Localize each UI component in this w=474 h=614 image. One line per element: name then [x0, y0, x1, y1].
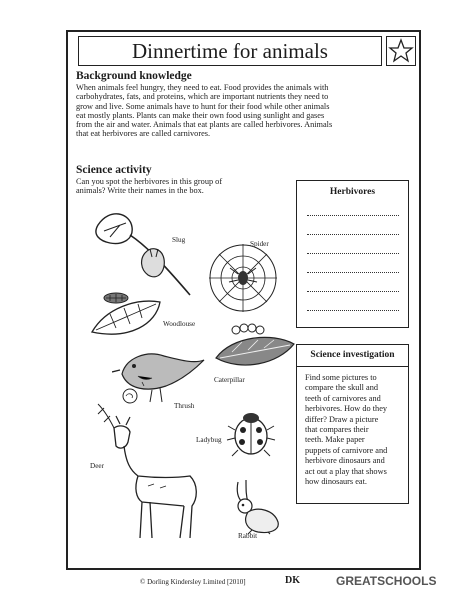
greatschools-logo: GREATSCHOOLS: [336, 574, 437, 588]
thrush-illustration: [112, 340, 208, 406]
background-line: from the air and water. Animals that eat plants are called herbivores. Animals: [76, 120, 333, 130]
answer-line[interactable]: [307, 272, 399, 273]
background-heading: Background knowledge: [76, 70, 192, 82]
investigation-line: teeth of carnivores and: [305, 393, 381, 403]
star-icon: [387, 37, 415, 65]
investigation-line: Find some pictures to: [305, 373, 377, 382]
ladybug-label: Ladybug: [196, 436, 222, 444]
spider-label: Spider: [250, 240, 269, 248]
background-line: eat mostly plants. Plants can make their own food using sunlight and gases: [76, 110, 325, 120]
ladybug-illustration: [226, 408, 276, 460]
background-line: When animals feel hungry, they need to eat. Food provides the animals with: [76, 83, 329, 92]
rabbit-label: Rabbit: [238, 532, 258, 540]
activity-text: [76, 177, 222, 196]
woodlouse-label: Woodlouse: [163, 320, 196, 328]
investigation-box: [296, 344, 409, 504]
investigation-line: herbivore dinosaurs and: [305, 456, 385, 466]
investigation-line: act out a play that shows: [305, 466, 387, 476]
woodlouse-illustration: [86, 288, 164, 342]
investigation-line: herbivores. How do they: [305, 404, 388, 414]
background-line: carbohydrates, fats, and proteins, which are important nutrients they need to: [76, 92, 329, 102]
page-title: Dinnertime for animals: [78, 36, 382, 66]
activity-line: Can you spot the herbivores in this group of: [76, 177, 223, 186]
dk-logo: DK: [285, 575, 300, 586]
investigation-line: compare the skull and: [305, 383, 379, 393]
activity-line: animals? Write their names in the box.: [76, 186, 204, 196]
investigation-line: differ? Draw a picture: [305, 414, 379, 424]
answer-line[interactable]: [307, 310, 399, 311]
caterpillar-illustration: [212, 318, 298, 374]
background-line: grow and live. Some animals have to hunt for their food while other animals: [76, 101, 330, 111]
deer-label: Deer: [90, 462, 104, 470]
rabbit-illustration: [224, 476, 284, 536]
spider-illustration: [202, 238, 284, 316]
caterpillar-label: Caterpillar: [214, 376, 245, 384]
star-badge: [386, 36, 416, 66]
background-text: [76, 83, 332, 139]
investigation-line: teeth. Make paper: [305, 435, 365, 445]
answer-line[interactable]: [307, 234, 399, 235]
copyright-text: © Dorling Kindersley Limited [2010]: [140, 578, 246, 586]
answer-line[interactable]: [307, 291, 399, 292]
investigation-text: [305, 373, 403, 487]
investigation-line: puppets of carnivore and: [305, 445, 388, 455]
investigation-line: that compares their: [305, 425, 369, 435]
investigation-line: how dinosaurs eat.: [305, 477, 367, 487]
thrush-label: Thrush: [174, 402, 195, 410]
investigation-heading: Science investigation: [297, 345, 408, 367]
herbivores-box: [296, 180, 409, 328]
deer-illustration: [94, 398, 206, 548]
answer-line[interactable]: [307, 253, 399, 254]
slug-label: Slug: [172, 236, 186, 244]
herbivores-title: Herbivores: [329, 187, 376, 197]
activity-heading: Science activity: [76, 164, 152, 176]
background-line: that eat herbivores are called carnivores.: [76, 129, 211, 139]
answer-line[interactable]: [307, 215, 399, 216]
